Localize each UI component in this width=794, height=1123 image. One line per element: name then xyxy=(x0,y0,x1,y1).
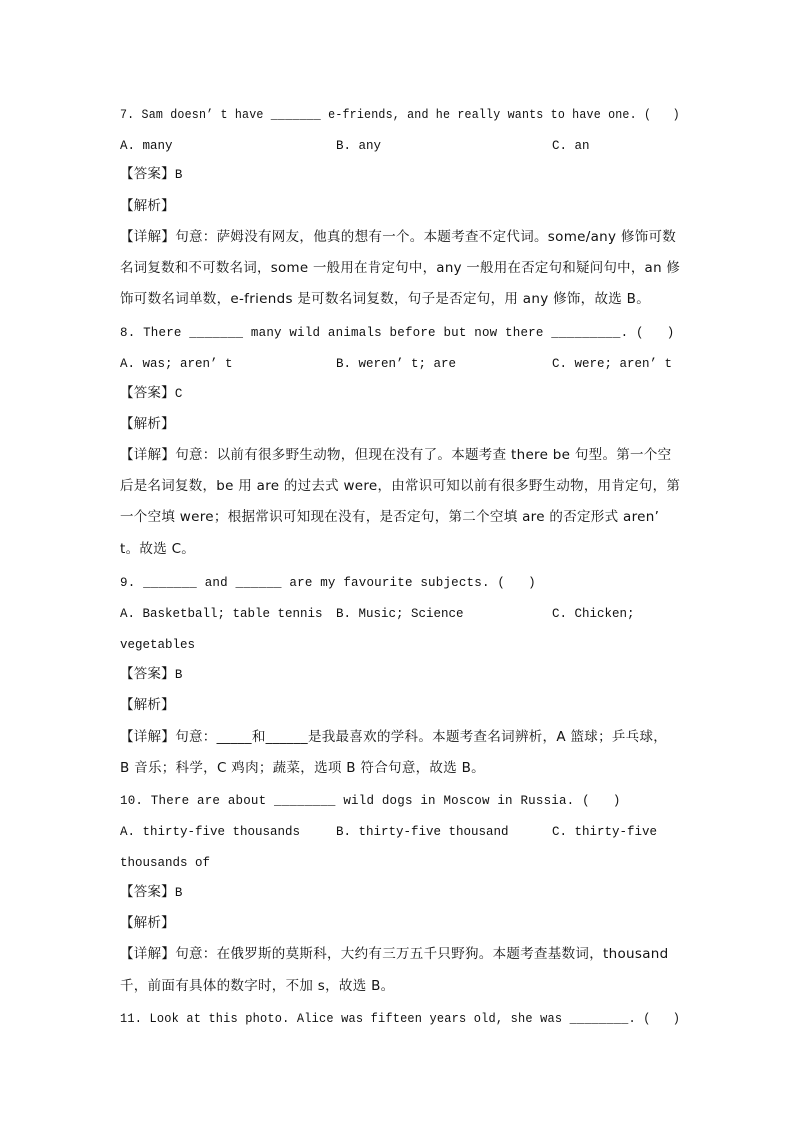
question-8-option-a: A. was; aren’ t xyxy=(120,357,233,371)
question-7-option-b: B. any xyxy=(336,139,382,153)
question-8-option-b: B. weren’ t; are xyxy=(336,357,457,371)
question-7-analysis-tag: 【解析】 xyxy=(120,198,175,214)
question-7-detail-line: 名词复数和不可数名词，some 一般用在肯定句中，any 一般用在否定句和疑问句中，an 修 xyxy=(120,260,681,276)
question-10-detail-line: 【详解】句意：在俄罗斯的莫斯科，大约有三万五千只野狗。本题考查基数词，thousand xyxy=(120,946,669,962)
question-8-detail-line: 一个空填 were；根据常识可知现在没有，是否定句，第二个空填 are 的否定形式 aren’ xyxy=(120,509,660,525)
answer-tag: 【答案】 xyxy=(120,385,175,401)
question-9-option-c-continued: vegetables xyxy=(120,638,196,652)
answer-tag: 【答案】 xyxy=(120,884,175,900)
question-9-detail-line: 【详解】句意：_____和______是我最喜欢的学科。本题考查名词辨析，A 篮球；乒乓球， xyxy=(120,729,668,745)
question-8-detail-line: 【详解】句意：以前有很多野生动物，但现在没有了。本题考查 there be 句型。第一个空 xyxy=(120,447,672,463)
answer-tag: 【答案】 xyxy=(120,666,175,682)
question-7-detail-line: 饰可数名词单数，e-friends 是可数名词复数，句子是否定句，用 any 修饰，故选 B。 xyxy=(120,291,651,307)
question-10-stem: 10. There are about ________ wild dogs in Moscow in Russia. ( ) xyxy=(120,794,621,808)
question-10-option-c: C. thirty-five xyxy=(552,825,658,839)
answer-value: B xyxy=(174,668,183,682)
question-10-detail-line: 千，前面有具体的数字时，不加 s，故选 B。 xyxy=(120,978,395,994)
question-10-option-b: B. thirty-five thousand xyxy=(336,825,509,839)
question-10-analysis-tag: 【解析】 xyxy=(120,915,175,931)
answer-tag: 【答案】 xyxy=(120,166,175,182)
question-7-answer xyxy=(120,165,183,184)
question-9-option-c: C. Chicken; xyxy=(552,607,635,621)
question-7-detail-line: 【详解】句意：萨姆没有网友，他真的想有一个。本题考查不定代词。some/any 修饰可数 xyxy=(120,229,677,245)
answer-value: C xyxy=(174,387,183,401)
question-8-answer xyxy=(120,384,183,403)
question-9-analysis-tag: 【解析】 xyxy=(120,697,175,713)
question-8-detail-line: t。故选 C。 xyxy=(120,541,196,557)
question-7-stem: 7. Sam doesn’ t have _______ e-friends, and he really wants to have one. ( ) xyxy=(120,108,680,122)
question-8-analysis-tag: 【解析】 xyxy=(120,416,175,432)
question-10-option-a: A. thirty-five thousands xyxy=(120,825,301,839)
question-11-stem: 11. Look at this photo. Alice was fifteen years old, she was ________. ( ) xyxy=(120,1012,681,1026)
question-9-answer xyxy=(120,665,183,684)
question-8-option-c: C. were; aren’ t xyxy=(552,357,673,371)
question-9-option-b: B. Music; Science xyxy=(336,607,464,621)
question-9-stem: 9. _______ and ______ are my favourite subjects. ( ) xyxy=(120,576,536,590)
question-9-option-a: A. Basketball; table tennis xyxy=(120,607,323,621)
question-10-option-c-continued: thousands of xyxy=(120,856,211,870)
question-8-detail-line: 后是名词复数，be 用 are 的过去式 were，由常识可知以前有很多野生动物，用肯定句，第 xyxy=(120,478,681,494)
answer-value: B xyxy=(174,168,183,182)
question-7-option-c: C. an xyxy=(552,139,590,153)
question-7-option-a: A. many xyxy=(120,139,173,153)
question-8-stem: 8. There _______ many wild animals before but now there _________. ( ) xyxy=(120,326,675,340)
question-9-detail-line: B 音乐；科学，C 鸡肉；蔬菜，选项 B 符合句意，故选 B。 xyxy=(120,760,485,776)
answer-value: B xyxy=(174,886,183,900)
question-10-answer xyxy=(120,883,183,902)
